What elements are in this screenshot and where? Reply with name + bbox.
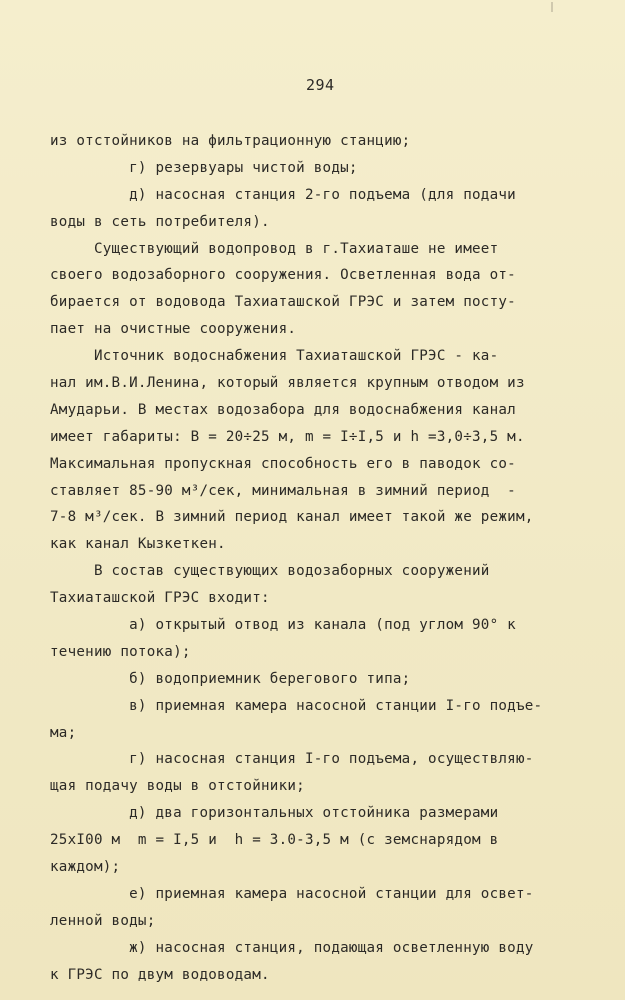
text-line: Существующий водопровод в г.Тахиаташе не имеет [50, 240, 499, 257]
text-line: Источник водоснабжения Тахиаташской ГРЭС - ка- [50, 348, 499, 365]
text-line: ленной воды; [50, 912, 156, 929]
text-line: д) насосная станция 2-го подъема (для подачи [50, 186, 516, 203]
text-line: Амударьи. В местах водозабора для водоснабжения канал [50, 401, 516, 418]
text-line: 7-8 м³/сек. В зимний период канал имеет такой же режим, [50, 509, 534, 526]
text-line: из отстойников на фильтрационную станцию; [50, 133, 411, 149]
text-line: е) приемная камера насосной станции для освет- [50, 885, 534, 902]
text-line: имеет габариты: В = 20÷25 м, m = I÷I,5 и h =3,0÷3,5 м. [50, 428, 525, 445]
text-line: 25xI00 м m = I,5 и h = 3.0-3,5 м (с земснарядом в [50, 832, 499, 849]
page-number: 294 [306, 76, 335, 94]
text-line: как канал Кызкеткен. [50, 536, 226, 553]
text-line: бирается от водовода Тахиаташской ГРЭС и затем посту- [50, 294, 516, 311]
text-line: а) открытый отвод из канала (под углом 90° к [50, 617, 516, 634]
text-line: своего водозаборного сооружения. Осветленная вода от- [50, 267, 516, 284]
text-line: В состав существующих водозаборных сооружений [50, 563, 490, 580]
text-line: воды в сеть потребителя). [50, 213, 270, 230]
text-line: каждом); [50, 859, 121, 876]
text-line: б) водоприемник берегового типа; [50, 670, 411, 687]
text-line: щая подачу воды в отстойники; [50, 778, 305, 795]
text-line: г) резервуары чистой воды; [50, 159, 358, 176]
text-line: ж) насосная станция, подающая осветленную воду [50, 939, 534, 956]
text-line: Максимальная пропускная способность его в паводок со- [50, 455, 516, 472]
text-line: Тахиаташской ГРЭС входит: [50, 590, 270, 607]
text-line: пает на очистные сооружения. [50, 321, 297, 338]
text-line: к ГРЭС по двум водоводам. [50, 966, 270, 983]
text-line: д) два горизонтальных отстойника размерами [50, 805, 499, 822]
text-line: нал им.В.И.Ленина, который является крупным отводом из [50, 375, 525, 392]
body-text [50, 128, 610, 989]
text-line: в) приемная камера насосной станции I-го подъе- [50, 697, 543, 714]
scan-mark [551, 2, 553, 12]
text-line: ма; [50, 724, 77, 741]
text-line: ставляет 85-90 м³/сек, минимальная в зимний период - [50, 482, 516, 499]
text-line: г) насосная станция I-го подъема, осуществляю- [50, 751, 534, 768]
text-line: течению потока); [50, 643, 191, 660]
